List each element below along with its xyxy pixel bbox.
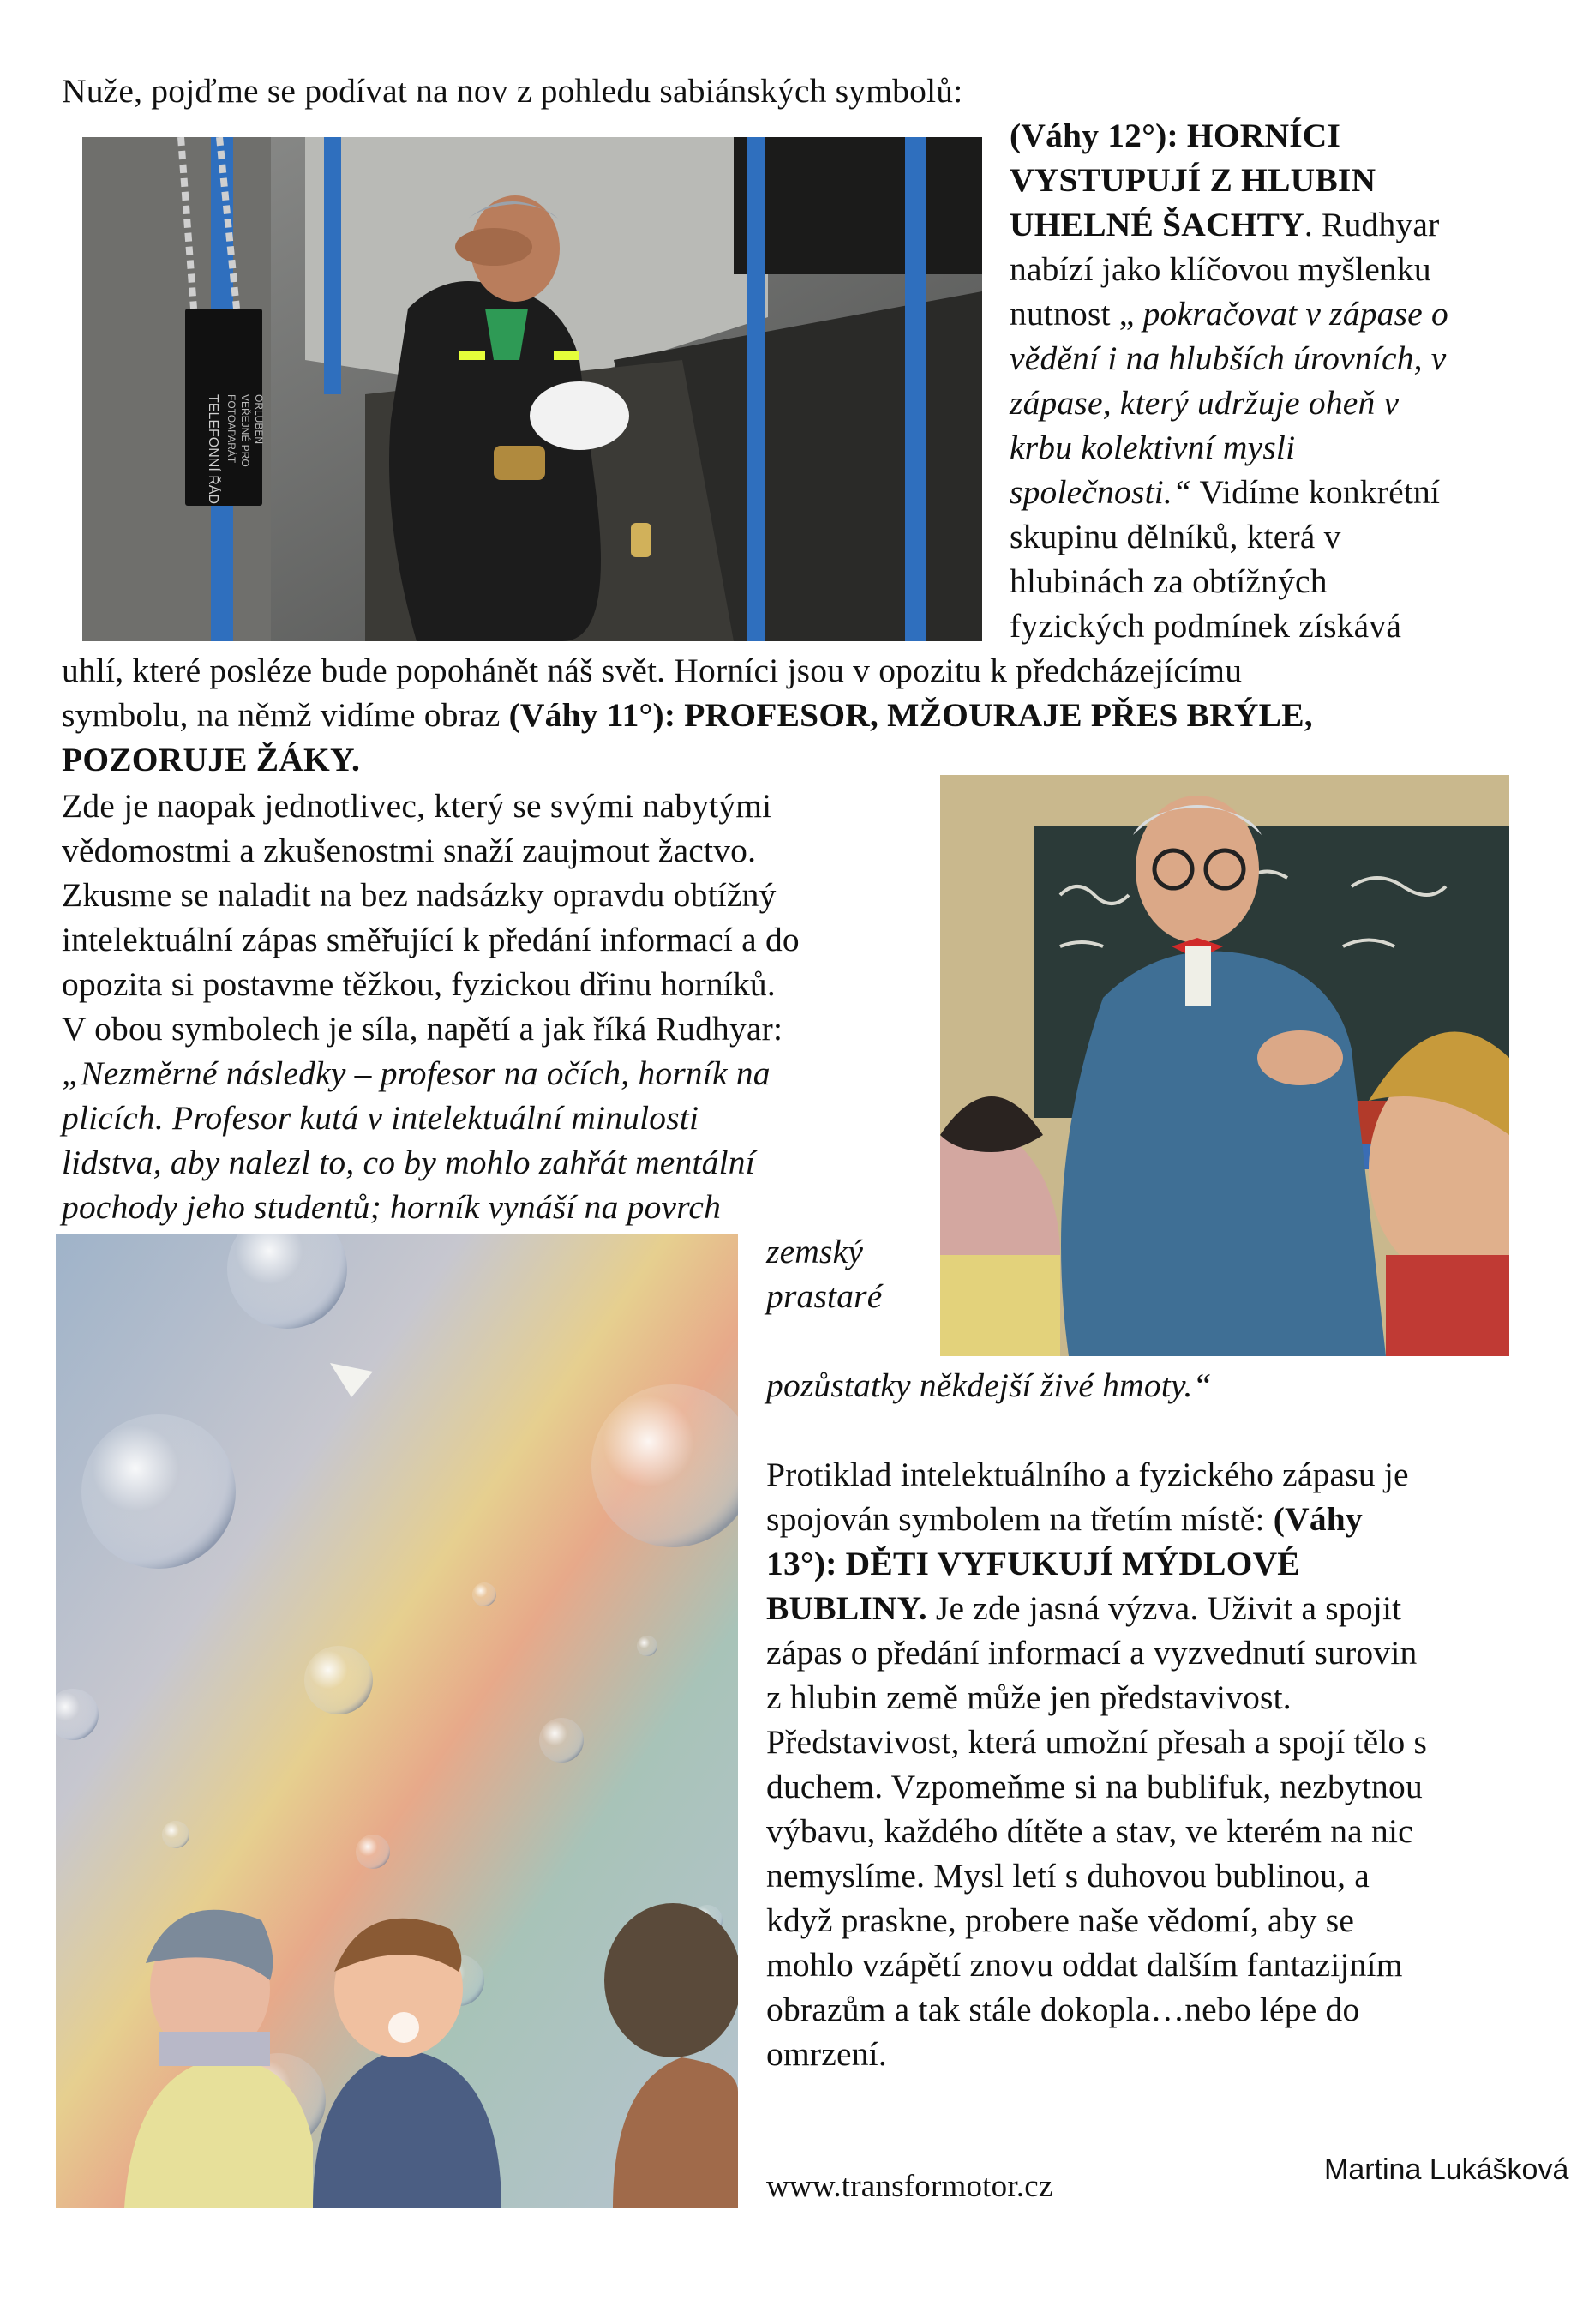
p2-line-2: vědomostmi a zkušenostmi snaží zaujmout žactvo. [62,832,757,869]
p3-line-2-bold: (Váhy [1273,1500,1363,1538]
author-name: Martina Lukášková [1324,2153,1569,2186]
p1-line-9-quote: společnosti.“ [1010,473,1192,511]
p2-line-8: plicích. Profesor kutá v intelektuální minulosti [62,1099,699,1137]
p1-line-5-start: nutnost „ [1010,295,1143,333]
p3-line-4 [766,1586,1401,1630]
p1-line-4: nabízí jako klíčovou myšlenku [1010,250,1431,288]
p3-line-10: nemyslíme. Mysl letí s duhovou bublinou, a [766,1857,1370,1895]
photo-sign-line3: VEŘEJNÉ PRO [239,394,251,467]
intro-text: Nuže, pojďme se podívat na nov z pohledu sabiánských symbolů: [62,72,963,110]
p3-line-7: Představivost, která umožní přesah a spojí tělo s [766,1723,1428,1761]
photo-sign-line4: ORLUBEN [253,394,265,445]
p3-line-9: výbavu, každého dítěte a stav, ve kterém na nic [766,1812,1413,1850]
p1-line-15: POZORUJE ŽÁKY. [62,741,361,778]
p3-line-5: zápas o předání informací a vyzvednutí surovin [766,1634,1418,1672]
p1-line-9-rest: Vidíme konkrétní [1191,473,1441,511]
p1-line-8: krbu kolektivní mysli [1010,429,1296,466]
p3-line-8: duchem. Vzpomeňme si na bublifuk, nezbytnou [766,1768,1423,1805]
p1-line-3 [1010,202,1440,247]
p1-line-10: skupinu dělníků, která v [1010,518,1341,555]
p1-line-11: hlubinách za obtížných [1010,562,1328,600]
miner-photo [82,137,982,641]
p2-line-10: pochody jeho studentů; horník vynáší na povrch [62,1188,722,1226]
p1-line-9 [1010,470,1440,514]
p1-line-14-start: symbolu, na němž vidíme obraz [62,696,509,734]
p1-line-1: (Váhy 12°): HORNÍCI [1010,117,1341,154]
p1-line-14-bold: (Váhy 11°): PROFESOR, MŽOURAJE PŘES BRÝLE, [508,696,1313,734]
bubbles-illustration [56,1234,738,2208]
p3-line-11: když praskne, probere naše vědomí, aby se [766,1901,1355,1939]
p3-line-1: Protiklad intelektuálního a fyzického zápasu je [766,1456,1409,1493]
p2-line-7: „Nezměrné následky – profesor na očích, horník na [62,1054,771,1092]
p3-line-4-bold: BUBLINY. [766,1589,927,1627]
p3-line-3: 13°): DĚTI VYFUKUJÍ MÝDLOVÉ [766,1545,1300,1582]
p3-line-13: obrazům a tak stále dokopla…nebo lépe do [766,1991,1360,2028]
website-url: www.transformotor.cz [766,2169,1053,2204]
p3-line-2 [766,1497,1363,1541]
p2-line-9: lidstva, aby nalezl to, co by mohlo zahřát mentální [62,1144,755,1181]
p2-line-12: prastaré [766,1277,883,1315]
p2-line-4: intelektuální zápas směřující k předání informací a do [62,921,800,958]
p1-line-3-rest: . Rudhyar [1304,206,1440,243]
p1-line-14 [62,693,1313,737]
p1-line-12: fyzických podmínek získává [1010,607,1402,645]
p1-line-5 [1010,291,1448,336]
p2-line-6: V obou symbolech je síla, napětí a jak říká Rudhyar: [62,1010,783,1048]
p3-line-4-rest: Je zde jasná výzva. Uživit a spojit [926,1589,1402,1627]
p1-line-7: zápase, který udržuje oheň v [1010,384,1400,422]
p3-line-6: z hlubin země může jen představivost. [766,1678,1292,1716]
photo-sign-line2: FOTOAPARÁT [225,394,237,464]
p3-line-2-start: spojován symbolem na třetím místě: [766,1500,1274,1538]
p1-line-5-quote: pokračovat v zápase o [1142,295,1448,333]
p2-line-3: Zkusme se naladit na bez nadsázky opravdu obtížný [62,876,777,914]
p1-line-13: uhlí, které posléze bude popohánět náš svět. Horníci jsou v opozitu k předcházejícímu [62,652,1243,689]
p2-line-5: opozita si postavme těžkou, fyzickou dřinu horníků. [62,965,776,1003]
p1-line-2: VYSTUPUJÍ Z HLUBIN [1010,161,1376,199]
photo-sign-line1: TELEFONNÍ ŘÁD [206,394,220,505]
p1-line-6: vědění i na hlubších úrovních, v [1010,339,1447,377]
p1-line-3-bold: UHELNÉ ŠACHTY [1010,206,1304,243]
p3-line-12: mohlo vzápětí znovu oddat dalším fantazijním [766,1946,1403,1984]
p2-line-13: pozůstatky někdejší živé hmoty.“ [766,1366,1212,1404]
p2-line-11: zemský [766,1233,864,1270]
p3-line-14: omrzení. [766,2035,887,2073]
p2-line-1: Zde je naopak jednotlivec, který se svými nabytými [62,787,772,825]
professor-illustration [940,775,1509,1356]
